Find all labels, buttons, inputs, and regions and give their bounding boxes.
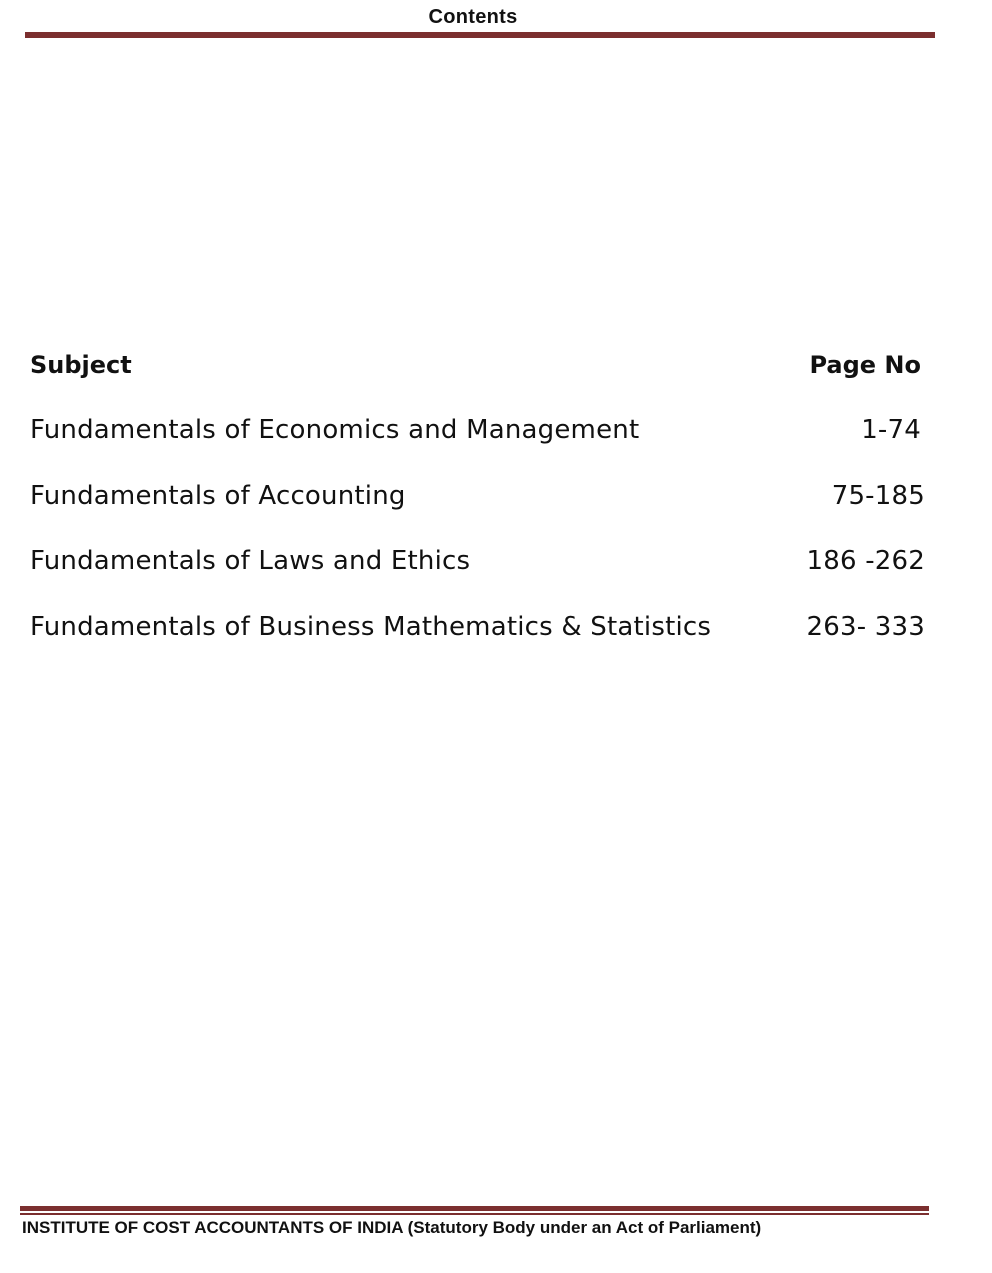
toc-row[interactable] <box>30 389 925 455</box>
contents-table <box>30 345 925 651</box>
toc-subject: Fundamentals of Laws and Ethics <box>30 546 471 576</box>
page-no-column-header: Page No <box>809 351 921 379</box>
footer-institute-name: INSTITUTE OF COST ACCOUNTANTS OF INDIA (Statutory Body under an Act of Parliament) <box>22 1218 762 1237</box>
toc-subject: Fundamentals of Business Mathematics & Statistics <box>30 611 712 642</box>
toc-row[interactable] <box>30 455 925 521</box>
toc-page-range: 263- 333 <box>806 611 925 642</box>
toc-page-range: 75-185 <box>831 480 925 511</box>
header-divider <box>25 32 935 38</box>
footer-divider-thin <box>20 1213 929 1215</box>
subject-column-header: Subject <box>30 351 132 379</box>
toc-row[interactable] <box>30 586 925 652</box>
footer-divider-thick <box>20 1206 929 1211</box>
contents-table-header <box>30 345 925 389</box>
page-title: Contents <box>428 6 518 28</box>
toc-subject: Fundamentals of Accounting <box>30 480 406 511</box>
toc-page-range: 186 -262 <box>806 546 925 576</box>
toc-subject: Fundamentals of Economics and Management <box>30 415 640 445</box>
toc-row[interactable] <box>30 520 925 586</box>
toc-page-range: 1-74 <box>861 415 921 445</box>
